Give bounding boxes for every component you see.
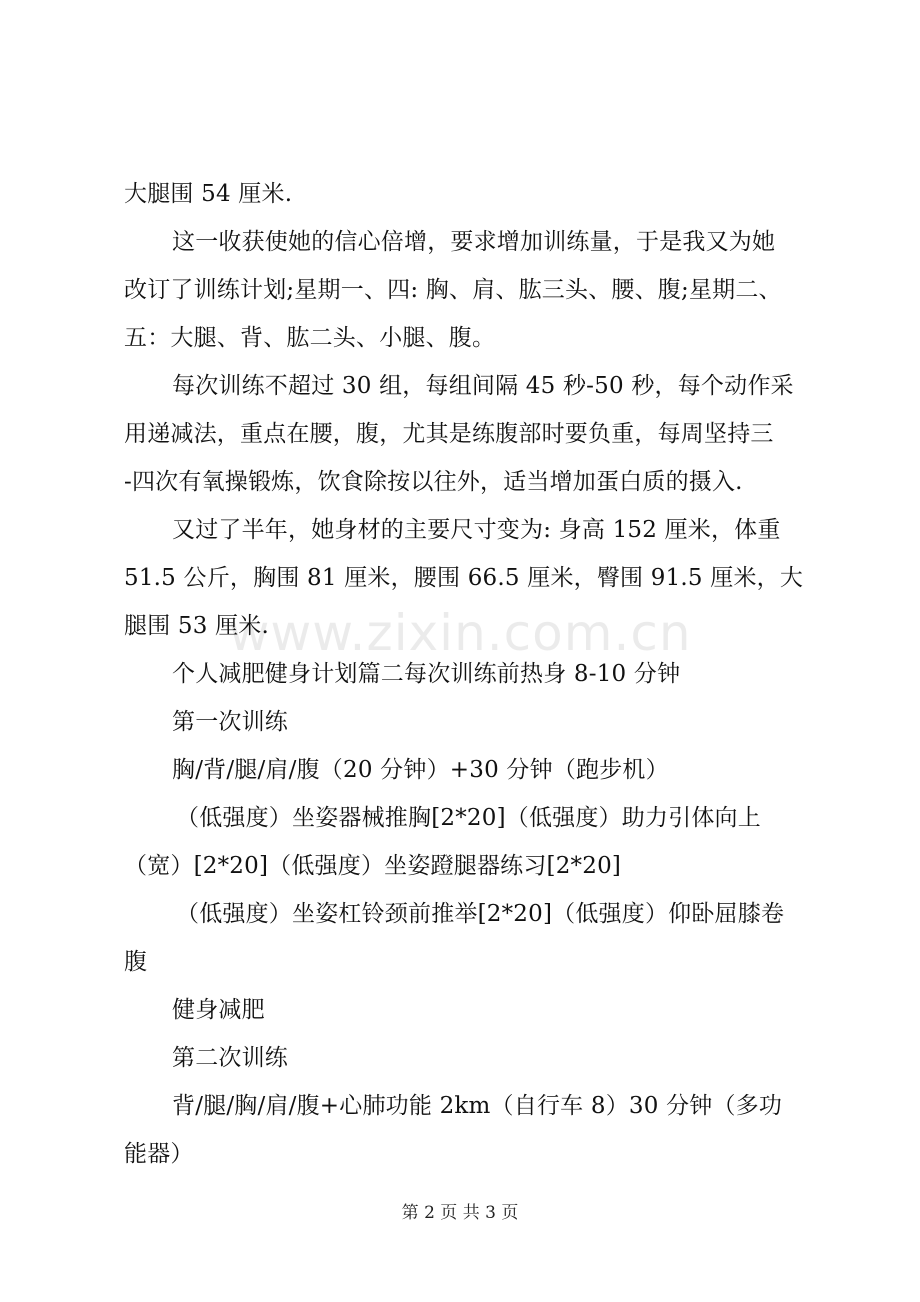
text-line: 51.5 公斤，胸围 81 厘米，腰围 66.5 厘米，臀围 91.5 厘米，大 (124, 565, 804, 591)
text-line: 第一次训练 (172, 709, 288, 735)
text-line: 这一收获使她的信心倍增，要求增加训练量，于是我又为她 (172, 229, 776, 255)
text-line: （低强度）坐姿杠铃颈前推举[2*20]（低强度）仰卧屈膝卷 (176, 901, 785, 927)
text-line: 大腿围 54 厘米. (124, 181, 293, 207)
text-line: 用递减法，重点在腰，腹，尤其是练腹部时要负重，每周坚持三 (124, 421, 774, 447)
text-line: 改订了训练计划;星期一、四: 胸、肩、肱三头、腰、腹;星期二、 (124, 277, 782, 303)
text-line: 能器） (124, 1141, 194, 1167)
text-line: 每次训练不超过 30 组，每组间隔 45 秒-50 秒，每个动作采 (172, 373, 794, 399)
text-line: 腹 (124, 949, 148, 975)
text-line: （低强度）坐姿器械推胸[2*20]（低强度）助力引体向上 (176, 805, 761, 831)
text-line: （宽）[2*20]（低强度）坐姿蹬腿器练习[2*20] (124, 853, 622, 879)
text-line: -四次有氧操锻炼，饮食除按以往外，适当增加蛋白质的摄入. (124, 469, 743, 495)
page-footer: 第 2 页 共 3 页 (401, 1203, 519, 1223)
text-line: 健身减肥 (172, 997, 265, 1023)
watermark: www.zixin.com.cn (228, 604, 692, 662)
text-line: 背/腿/胸/肩/腹+心肺功能 2km（自行车 8）30 分钟（多功 (172, 1093, 783, 1119)
text-line: 第二次训练 (172, 1045, 288, 1071)
text-line: 个人减肥健身计划篇二每次训练前热身 8-10 分钟 (172, 661, 681, 687)
body-text (124, 170, 812, 1178)
text-line: 腿围 53 厘米. (124, 613, 269, 639)
text-line: 又过了半年，她身材的主要尺寸变为: 身高 152 厘米，体重 (172, 517, 781, 543)
text-line: 五：大腿、背、肱二头、小腿、腹。 (124, 325, 496, 351)
text-line: 胸/背/腿/肩/腹（20 分钟）+30 分钟（跑步机） (172, 757, 669, 783)
